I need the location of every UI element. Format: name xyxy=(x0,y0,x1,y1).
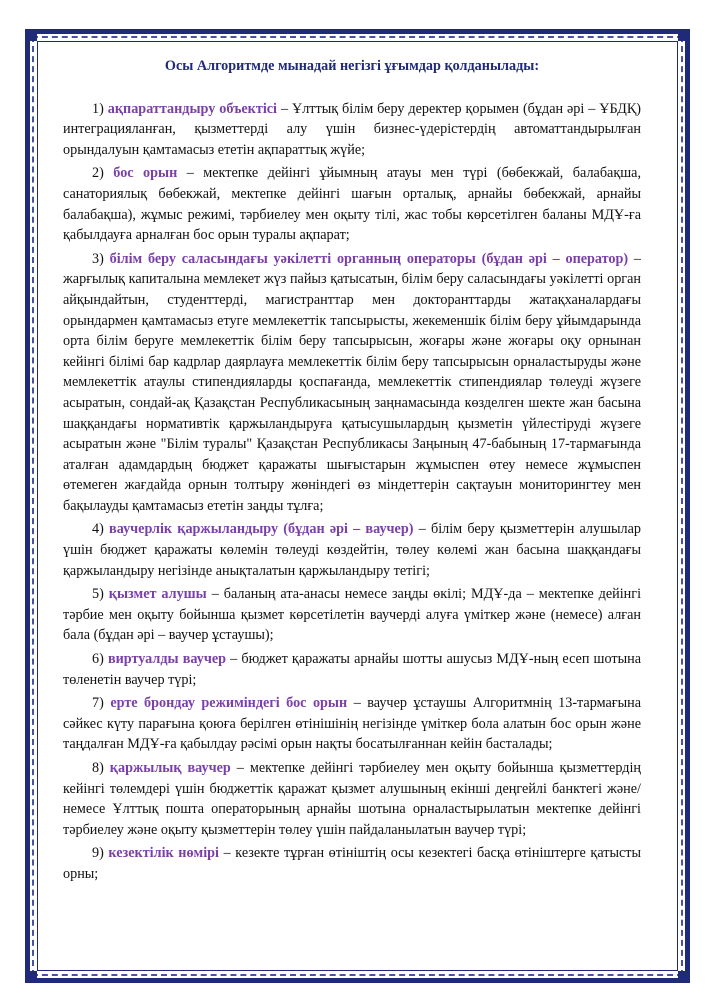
term-name: бос орын xyxy=(113,165,178,182)
term-item xyxy=(63,163,641,245)
term-name: қызмет алушы xyxy=(108,586,207,603)
term-number: 8) xyxy=(92,760,104,776)
term-item xyxy=(63,693,641,755)
term-definition: – баланың ата-анасы немесе заңды өкілі; МДҰ-да – мектепке дейінгі тәрбие мен оқыту бойынша қызмет көрсетілетін ваучерді алуға үміткер және (немесе) алған бала (бұдан әрі – ваучер ұстаушы); xyxy=(63,586,642,644)
border-corner-ornament xyxy=(678,971,690,983)
term-name: білім беру саласындағы уәкілетті органның операторы (бұдан әрі – оператор) xyxy=(109,250,629,267)
term-name: ақпараттандыру объектісі xyxy=(107,100,278,117)
term-item xyxy=(63,584,641,646)
term-definition: – білім беру қызметтерін алушылар үшін бюджет қаражаты көлемін төлеуді көздейтін, төлеу көлемі жан басына шаққандағы қаржыландыру негізінде анықталатын қаржыландыру тетігі; xyxy=(63,521,642,579)
term-name: ерте брондау режиміндегі бос орын xyxy=(110,695,348,712)
term-number: 2) xyxy=(92,165,104,182)
term-definition: – бюджет қаражаты арнайы шотты ашусыз МДҰ-ның есеп шотына төленетін ваучер түрі; xyxy=(63,651,642,688)
term-number: 9) xyxy=(92,845,104,862)
term-definition: – мектепке дейінгі тәрбиелеу мен оқыту бойынша қызметтердің кейінгі төлемдері үшін бюджеттік қаражат қызмет алушының екінші деңгейлі банктегі және/немесе Ұлттық пошта операторының арнайы шотына орналастырылатын мектепке дейінгі тәрбиелеу және оқыту қызметтерін төлеу үшін пайдаланылатын ваучер түрі; xyxy=(63,760,641,838)
border-corner-ornament xyxy=(25,971,37,983)
term-definition: – мектепке дейінгі ұйымның атауы мен түрі (бөбекжай, балабақша, санаториялық бөбекжай, мектепке дейінгі шағын орталық, арнайы бөбекжай, арнайы балабақша), жұмыс режимі, тәрбиелеу мен оқыту тілі, жас тобы көрсетілген баланы МДҰ-ға қабылдауға арналған бос орын туралы ақпарат; xyxy=(63,165,641,244)
terms-list xyxy=(63,99,641,885)
term-name: кезектілік нөмірі xyxy=(108,845,219,862)
term-number: 5) xyxy=(92,586,104,603)
term-name: ваучерлік қаржыландыру (бұдан әрі – ваучер) xyxy=(109,521,414,538)
term-definition: – ваучер ұстаушы Алгоритмнің 13-тармағына сәйкес күту парағына қоюға берілген өтінішінің негізінде үміткер бола алатын бос орын және таңдалған МДҰ-ға қабылдау рәсімі орын нақты босатылғаннан кейін басталады; xyxy=(63,695,642,753)
border-corner-ornament xyxy=(678,29,690,41)
document-title: Осы Алгоритмде мынадай негізгі ұғымдар қолданылады: xyxy=(164,58,540,74)
term-number: 3) xyxy=(92,250,104,267)
term-item xyxy=(63,99,641,161)
term-item xyxy=(63,519,641,581)
term-number: 1) xyxy=(92,100,104,117)
term-number: 6) xyxy=(92,651,104,668)
term-number: 4) xyxy=(92,521,104,538)
term-item xyxy=(63,649,641,690)
term-number: 7) xyxy=(92,695,104,712)
term-item xyxy=(63,843,641,884)
term-item xyxy=(63,758,641,840)
term-name: қаржылық ваучер xyxy=(109,760,231,776)
border-corner-ornament xyxy=(25,29,37,41)
term-definition: – кезекте тұрған өтініштің осы кезектегі басқа өтініштерге қатысты орны; xyxy=(63,845,642,882)
term-definition: – Ұлттық білім беру деректер қорымен (бұдан әрі – ҰБДҚ) интеграцияланған, қызметтерді алу үшін бизнес-үдерістердің автоматтандырылған орындалуын қамтамасыз ететін ақпараттық жүйе; xyxy=(63,100,642,158)
document-body xyxy=(63,56,641,888)
term-item xyxy=(63,249,641,517)
term-definition: – жарғылық капиталына мемлекет жүз пайыз қатысатын, білім беру саласындағы уәкілетті орган айқындайтын, студенттерді, магистранттар мен докторанттарды жатақханалардағы орындармен қамтамасыз етуге мемлекеттік тапсырысты, жекеменшік білім беру ұйымдарында орта білім беруге мемлекеттік білім беру тапсырысын, жоғары және жоғары оқу орнынан кейінгі білімі бар кадрлар даярлауға мемлекеттік білім беру тапсырысын орналастыруды және мемлекеттік атаулы стипендияларды қоспағанда, мемлекеттік стипендиялар төлеуді жүзеге асыратын, сондай-ақ Қазақстан Республикасының заңнамасында көзделген шекте жан басына шаққандағы нормативтік қаржыландыруға қатысушылардың қызметін үйлестіруді жүзеге асыратын және "Білім туралы" Қазақстан Республикасы Заңының 47-бабының 17-тармағында аталған адамдардың бюджет қаражаты шығыстарын жұмыспен өтеу немесе жұмыспен өтемеген жағдайда орнын толтыру жөніндегі өз міндеттерін сақтауын мониторингтеу мен бақылауды қамтамасыз ететін заңды тұлға; xyxy=(63,250,642,514)
term-name: виртуалды ваучер xyxy=(107,651,227,668)
